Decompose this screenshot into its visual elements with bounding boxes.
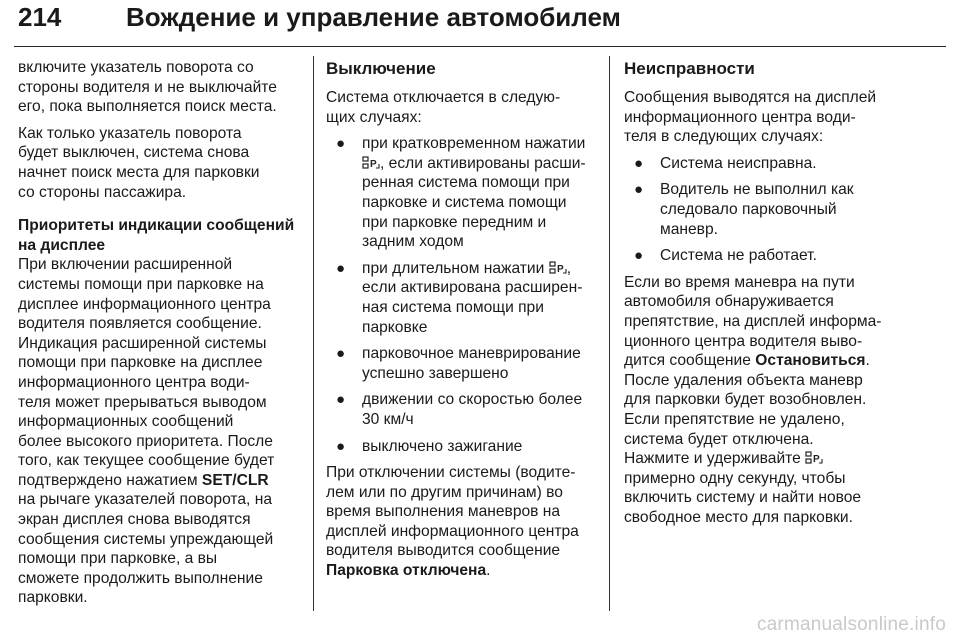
page-header (14, 2, 946, 50)
list-item: ● при кратковременном нажатии P , если активированы расши- ренная система помощи при парковке и система помощи при парковке передним и задним ходом (336, 135, 586, 251)
subheading: Приоритеты индикации сообщений на дисплее (18, 217, 295, 254)
column-middle (326, 58, 602, 581)
paragraph: При включении расширенной системы помощи при парковке на дисплее информационного центра водителя появляется сообщение. Индикация расширенной системы помощи при парковке на дисплее информационного центра води- теля может прерываться выводом информационных сообщений более высокого приоритета. После того, как текущее сообщение будет подтверждено нажатием SET/CLR на рычаге указателей поворота, на экран дисплея снова выводятся сообщения системы упреждающей помощи при парковке, а вы сможете продолжить выполнение парковки. (18, 256, 275, 607)
section-heading: Неисправности (624, 59, 755, 78)
page-number: 214 (18, 2, 62, 32)
svg-text:P: P (813, 454, 820, 466)
list-item: ● движении со скоростью более 30 км/ч (336, 391, 583, 428)
parking-assist-icon (362, 156, 380, 170)
svg-text:P: P (556, 263, 564, 275)
paragraph: При отключении системы (водите- лем или по другим причинам) во время выполнения маневров на дисплей информационного центра водителя выводится сообщение Парковка отключена. (326, 464, 579, 580)
page-title: Вождение и управление автомобилем (126, 2, 621, 32)
column-right (624, 58, 942, 527)
section-heading: Выключение (326, 59, 436, 78)
bullet-icon: ● (634, 247, 644, 265)
paragraph: Если во время маневра на пути автомобиля обнаруживается препятствие, на дисплей информа- ционного центра водителя выво- дится сообщение Остановиться. После удаления объекта маневр для парковки будет возобновлен. Если препятствие не удалено, система будет отключена. Нажмите и удерживайте P примерно одну секунду, чтобы включить систему и найти новое свободное место для парковки. (624, 273, 882, 526)
parking-assist-icon (549, 261, 567, 275)
parking-assist-icon (805, 451, 823, 465)
column-divider (313, 56, 314, 611)
paragraph: Система отключается в следую- щих случаях: (326, 89, 561, 126)
svg-text:P: P (370, 158, 377, 170)
paragraph: включите указатель поворота со стороны водителя и не выключайте его, пока выполняется поиск места. (18, 59, 277, 116)
watermark: carmanualsonline.info (756, 614, 946, 635)
column-divider (609, 56, 610, 611)
bullet-icon: ● (634, 181, 644, 199)
list-item: ● Система не работает. (634, 247, 817, 265)
list-item: ● парковочное маневрирование успешно завершено (336, 345, 581, 382)
header-rule (14, 46, 946, 47)
message-stop: Остановиться (755, 352, 866, 370)
button-label-set-clr: SET/CLR (201, 471, 269, 489)
bullet-icon: ● (336, 135, 346, 153)
paragraph: Сообщения выводятся на дисплей информационного центра води- теля в следующих случаях: (624, 89, 877, 146)
bullet-icon: ● (634, 154, 644, 172)
message-parking-off: Парковка отключена (326, 562, 487, 580)
bullet-icon: ● (336, 437, 346, 455)
bullet-icon: ● (336, 259, 346, 277)
bullet-icon: ● (336, 345, 346, 363)
list-item: ● выключено зажигание (336, 437, 523, 455)
paragraph: Как только указатель поворота будет выключен, система снова начнет поиск места для парковки со стороны пассажира. (18, 124, 260, 201)
bullet-icon: ● (336, 391, 346, 409)
list-item: ● при длительном нажатии P , если активирована расширен- ная система помощи при парковке (336, 259, 583, 336)
list-item: ● Водитель не выполнил как следовало парковочный маневр. (634, 181, 854, 238)
column-left (18, 58, 306, 608)
list-item: ● Система неисправна. (634, 154, 817, 172)
